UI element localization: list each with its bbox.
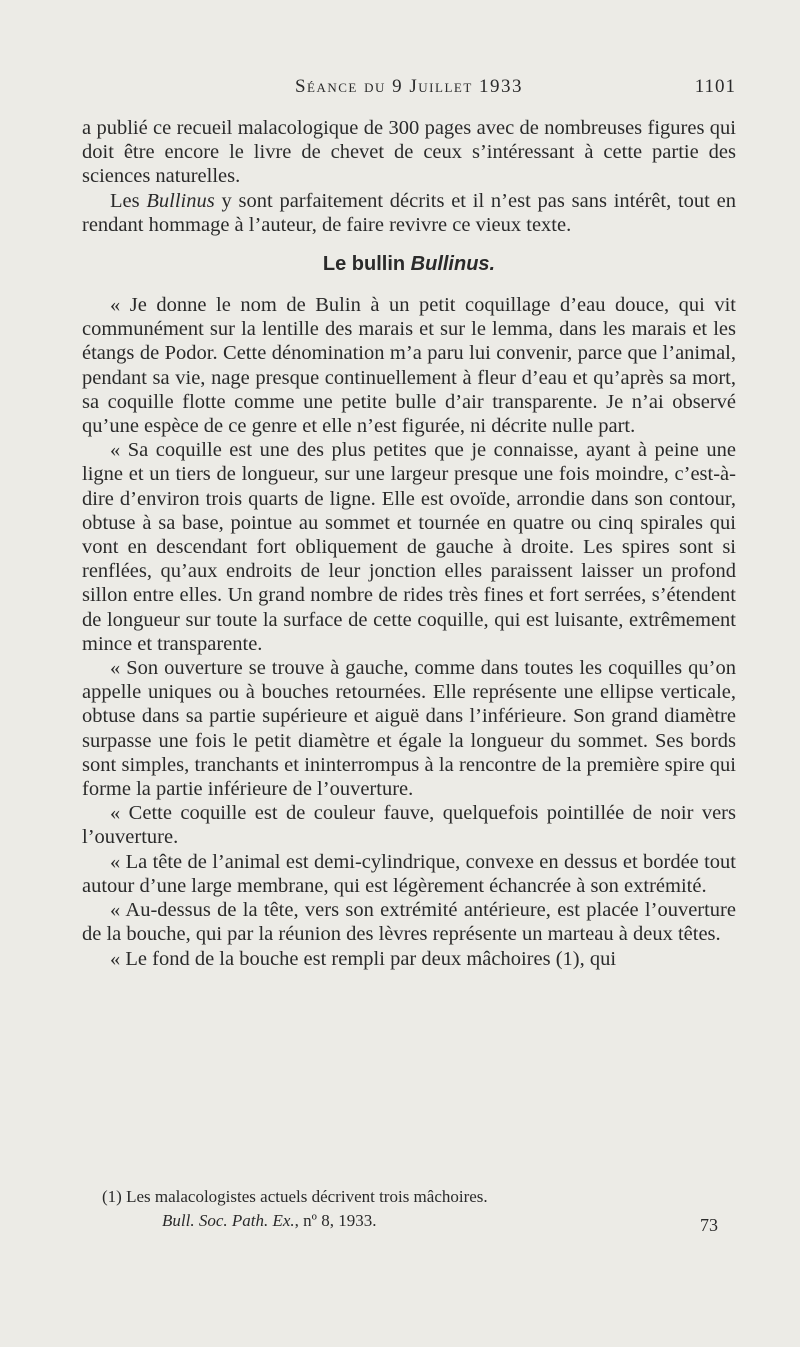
footnote: (1) Les malacologistes actuels décrivent trois mâchoires.	[102, 1187, 488, 1206]
body-text	[82, 116, 736, 971]
paragraph-quote: « La tête de l’animal est demi-cylindrique, convexe en dessus et bordée tout autour d’une large membrane, qui est légèrement échancrée à son extrémité.	[82, 850, 736, 897]
paragraph-quote: « Je donne le nom de Bulin à un petit coquillage d’eau douce, qui vit communément sur la lentille des marais et sur le lemma, dans les marais et les étangs de Podor. Cette dénomination m’a paru lui convenir, parce que l’animal, pendant sa vie, nage presque continuellement à fleur d’eau et qu’après sa mort, sa coquille flotte comme une petite bulle d’air transparente. Je n’ai observé qu’une espèce de ce genre et elle n’est figurée, ni décrite nulle part.	[82, 294, 736, 438]
genus-name: Bullinus	[146, 189, 215, 212]
paragraph-bullinus-intro	[82, 189, 736, 237]
signature-number: 73	[700, 1215, 718, 1235]
journal-title: Bull. Soc. Path. Ex.	[162, 1211, 295, 1230]
section-heading	[82, 251, 736, 277]
heading-text: Le bullin	[322, 253, 411, 276]
citation-row	[82, 1210, 736, 1234]
running-title: Séance du 9 Juillet 1933	[294, 76, 524, 97]
paragraph-quote: « Au-dessus de la tête, vers son extrémité antérieure, est placée l’ouverture de la bouche, qui par la réunion des lèvres représente un marteau à deux têtes.	[82, 899, 736, 946]
heading-genus: Bullinus.	[410, 253, 496, 276]
paragraph-quote: « Son ouverture se trouve à gauche, comme dans toutes les coquilles qu’on appelle uniques ou à bouches retournées. Elle représente une ellipse verticale, obtuse dans sa partie supérieure et aiguë dans l’inférieure. Son grand diamètre surpasse une fois le petit diamètre et égale la longueur du sommet. Ses bords sont simples, tranchants et ininterrompus à la rencontre de la première spire qui forme la partie inférieure de l’ouverture.	[82, 657, 736, 801]
footnotes	[82, 1186, 736, 1234]
paragraph-quote: « Sa coquille est une des plus petites que je connaisse, ayant à peine une ligne et un tiers de longueur, sur une largeur presque une fois moindre, c’est-à-dire d’environ trois quarts de ligne. Elle est ovoïde, arrondie dans son contour, obtuse à sa base, pointue au sommet et tournée en quatre ou cinq spirales qui vont en descendant fort obliquement de gauche à droite. Les spires sont si renflées, qu’aux endroits de leur jonction elles paraissent laisser un profond sillon entre elles. Un grand nombre de rides très fines et fort serrées, s’étendent de longueur sur toute la surface de cette coquille, qui est luisante, extrêmement mince et transparente.	[82, 439, 736, 655]
running-head	[82, 76, 736, 102]
paragraph-text: Les	[110, 189, 147, 212]
paragraph-continuation: a publié ce recueil malacologique de 300 pages avec de nombreuses figures qui doit être encore le livre de chevet de ceux s’intéressant à cette partie des sciences naturelles.	[82, 117, 736, 188]
paragraph-text: y sont parfaitement décrits et il n’est pas sans intérêt, tout en rendant hommage à l’auteur, de faire revivre ce vieux texte.	[82, 189, 736, 236]
journal-citation	[162, 1210, 376, 1232]
paragraph-quote: « Le fond de la bouche est rempli par deux mâchoires (1), qui	[110, 947, 617, 970]
paragraph-quote: « Cette coquille est de couleur fauve, quelquefois pointillée de noir vers l’ouverture.	[82, 802, 736, 849]
page-number: 1101	[694, 76, 736, 97]
journal-issue: , nº 8, 1933.	[294, 1211, 377, 1230]
